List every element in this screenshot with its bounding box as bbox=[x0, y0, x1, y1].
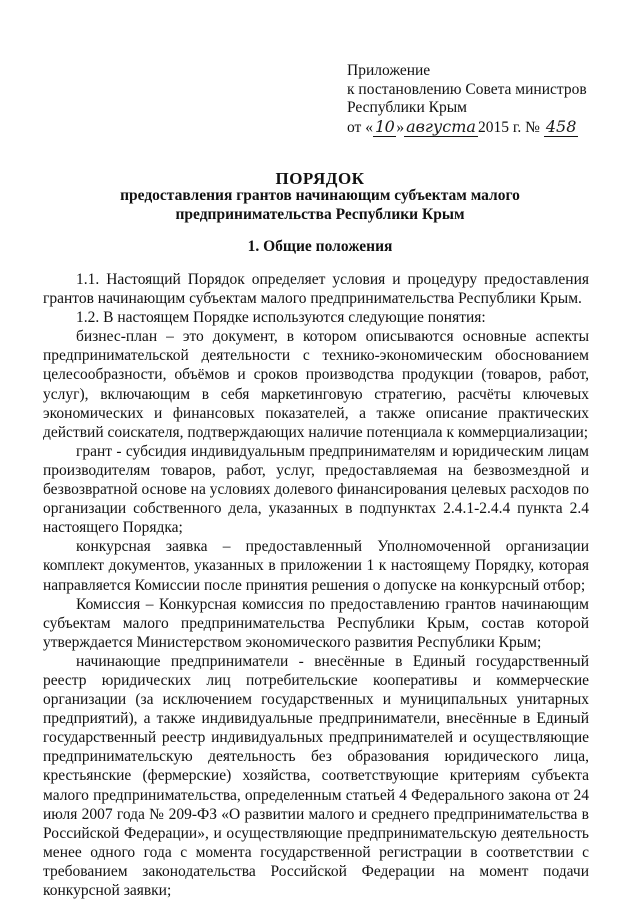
paragraph-1-1: 1.1. Настоящий Порядок определяет условия и процедуру предоставления грантов начинающим субъектам малого предпринимательства Республики Крым. bbox=[43, 271, 589, 308]
date-year: 2015 г. № bbox=[477, 118, 540, 136]
subtitle-line-1: предоставления грантов начинающим субъектам малого bbox=[120, 187, 520, 204]
date-prefix: от « bbox=[347, 118, 373, 136]
paragraph-1-2: 1.2. В настоящем Порядке используются следующие понятия: bbox=[76, 309, 486, 327]
handwritten-day: 10 bbox=[374, 116, 395, 136]
subtitle-line-2: предпринимательства Республики Крым bbox=[175, 206, 465, 223]
document-subtitle bbox=[0, 186, 640, 224]
handwritten-number: 458 bbox=[545, 116, 577, 136]
definition-business-plan: бизнес-план – это документ, в котором описываются основные аспекты предпринимательской деятельности с технико-экономическим обоснованием целесообразности, объёмов и сроков производства продукции (товаров, работ, услуг), включающим в себя маркетинговую стратегию, расчёты ключевых экономических и финансовых показателей, а также описание практических действий соискателя, подтверждающих наличие потенциала к коммерциализации; bbox=[43, 328, 589, 441]
definition-commission: Комиссия – Конкурсная комиссия по предоставлению грантов начинающим субъектам малого предпринимательства Республики Крым, состав которой утверждается Министерством экономического развития Республики Крым; bbox=[43, 595, 589, 651]
document-title: ПОРЯДОК bbox=[275, 169, 365, 188]
annex-line-appendix: Приложение bbox=[347, 62, 431, 79]
definition-grant: грант - субсидия индивидуальным предпринимателям и юридическим лицам производителям товаров, работ, услуг, предоставляемая на безвозмездной и безвозвратной основе на условиях долевого финансирования целевых расходов по организации собственного дела, указанных в подпунктах 2.4.1-2.4.4 пункта 2.4 настоящего Порядка; bbox=[43, 442, 589, 537]
definition-entrepreneurs: начинающие предприниматели - внесённые в Единый государственный реестр юридических лиц потребительские кооперативы и коммерческие организации (за исключением государственных и муниципальных унитарных предприятий), а также индивидуальные предприниматели, внесённые в Единый государственный реестр индивидуальных предпринимателей и осуществляющие предпринимательскую деятельность без образования юридического лица, крестьянские (фермерские) хозяйства, соответствующие критериям субъекта малого предпринимательства, определенным статьей 4 Федерального закона от 24 июля 2007 года № 209-ФЗ «О развитии малого и среднего предпринимательства в Российской Федерации», и осуществляющие предпринимательскую деятельность менее одного года с момента государственной регистрации в соответствии с требованием законодательства Российской Федерации на момент подачи конкурсной заявки; bbox=[43, 652, 589, 899]
handwritten-month: августа bbox=[406, 116, 476, 136]
annex-block bbox=[347, 62, 627, 137]
date-sep: » bbox=[396, 118, 405, 136]
annex-line-resolution: к постановлению Совета министров bbox=[347, 80, 587, 98]
definition-application: конкурсная заявка – предоставленный Уполномоченной организации комплект документов, указанных в приложении 1 к настоящему Порядку, которая направляется Комиссии после принятия решения о допуске на конкурсный отбор; bbox=[43, 538, 589, 594]
annex-date-line bbox=[347, 118, 627, 138]
document-body bbox=[43, 270, 589, 900]
section-heading: 1. Общие положения bbox=[247, 238, 393, 255]
annex-line-republic: Республики Крым bbox=[347, 99, 467, 116]
